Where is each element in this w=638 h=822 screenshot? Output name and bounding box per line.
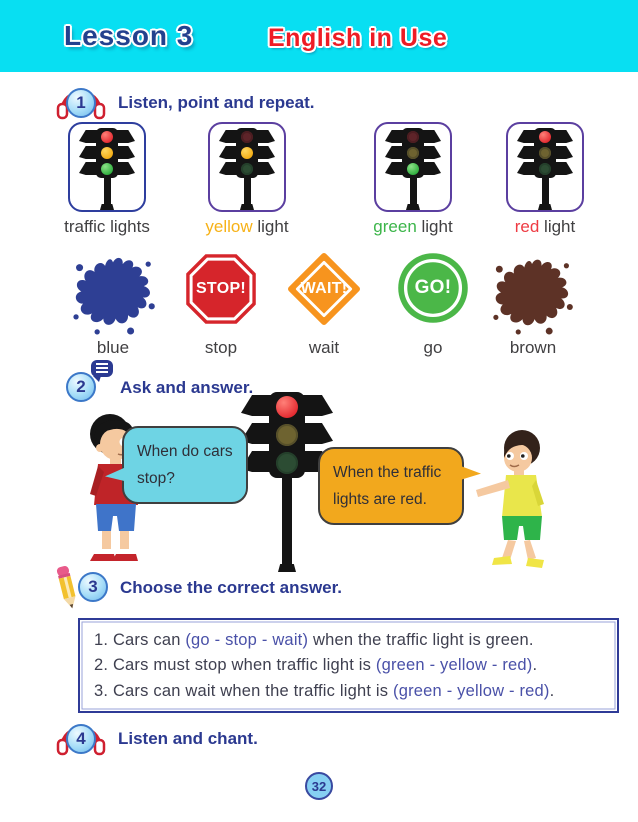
page-title: English in Use bbox=[268, 24, 448, 52]
label-text: traffic lights bbox=[64, 217, 150, 236]
red-light-label bbox=[485, 217, 605, 237]
exercise-1-post: when the traffic light is green. bbox=[308, 630, 534, 649]
traffic-light-red-on-illustration bbox=[517, 128, 573, 210]
go-label: go bbox=[423, 338, 443, 357]
exercise-1-options: (go - stop - wait) bbox=[185, 630, 309, 649]
label-text: light bbox=[539, 217, 576, 236]
traffic-light-green-on-illustration bbox=[385, 128, 441, 210]
blue-splat-icon bbox=[68, 250, 158, 338]
traffic-light-yellow-on-illustration bbox=[219, 128, 275, 210]
activity-2-badge: 2 bbox=[66, 372, 96, 402]
yellow-light-label bbox=[187, 217, 307, 237]
exercise-item-3 bbox=[94, 682, 607, 701]
activity-3-title: Choose the correct answer. bbox=[120, 578, 343, 597]
activity-4-badge: 4 bbox=[66, 724, 96, 754]
question-speech-bubble bbox=[122, 426, 248, 504]
wait-sign-text: WAIT! bbox=[300, 280, 348, 297]
exercise-2-pre: 2. Cars must stop when traffic light is bbox=[94, 656, 376, 674]
traffic-light-all-on-illustration bbox=[79, 128, 135, 210]
question-line-1: When do cars bbox=[137, 443, 233, 460]
speech-bubble-icon bbox=[91, 360, 113, 377]
exercise-2-post: . bbox=[532, 656, 538, 674]
label-colored-word: red bbox=[514, 217, 540, 236]
green-light-card bbox=[374, 122, 452, 212]
answer-line-2: lights are red. bbox=[333, 491, 427, 509]
activity-1-title: Listen, point and repeat. bbox=[118, 93, 315, 112]
green-light-label bbox=[353, 217, 473, 237]
wait-sign bbox=[288, 253, 360, 325]
answer-speech-bubble bbox=[318, 447, 464, 525]
go-sign bbox=[396, 251, 470, 325]
exercise-2-options: (green - yellow - red) bbox=[375, 656, 533, 674]
wait-label: wait bbox=[308, 338, 340, 357]
go-sign-text: GO! bbox=[414, 277, 452, 298]
stop-label: stop bbox=[204, 338, 238, 357]
brown-label: brown bbox=[509, 338, 557, 357]
answer-line-1: When the traffic bbox=[333, 464, 442, 481]
label-colored-word: green bbox=[373, 217, 417, 236]
exercise-3-post: . bbox=[549, 681, 555, 700]
label-text: light bbox=[252, 217, 289, 236]
exercise-1-pre: 1. Cars can bbox=[94, 630, 186, 649]
exercise-3-pre: 3. Cars can wait when the traffic light is bbox=[94, 681, 394, 700]
label-text: light bbox=[416, 217, 453, 236]
boy-right-illustration bbox=[464, 428, 580, 570]
traffic-lights-label bbox=[47, 217, 167, 237]
traffic-lights-card bbox=[68, 122, 146, 212]
activity-3-badge: 3 bbox=[78, 572, 108, 602]
stop-sign-text: STOP! bbox=[195, 280, 247, 297]
red-light-card bbox=[506, 122, 584, 212]
activity-1-badge: 1 bbox=[66, 88, 96, 118]
question-line-2: stop? bbox=[137, 470, 175, 488]
stop-sign bbox=[184, 252, 258, 326]
lesson-number-title: Lesson 3 bbox=[64, 20, 194, 51]
exercise-item-2 bbox=[94, 656, 607, 675]
yellow-light-card bbox=[208, 122, 286, 212]
page-number-badge: 32 bbox=[305, 772, 333, 800]
exercise-box bbox=[78, 618, 619, 713]
exercise-3-options: (green - yellow - red) bbox=[393, 681, 550, 700]
activity-2-title: Ask and answer. bbox=[120, 378, 254, 397]
label-colored-word: yellow bbox=[205, 217, 253, 236]
brown-splat-icon bbox=[486, 252, 578, 338]
blue-label: blue bbox=[96, 338, 130, 357]
activity-4-title: Listen and chant. bbox=[118, 729, 258, 748]
exercise-item-1 bbox=[94, 631, 607, 650]
